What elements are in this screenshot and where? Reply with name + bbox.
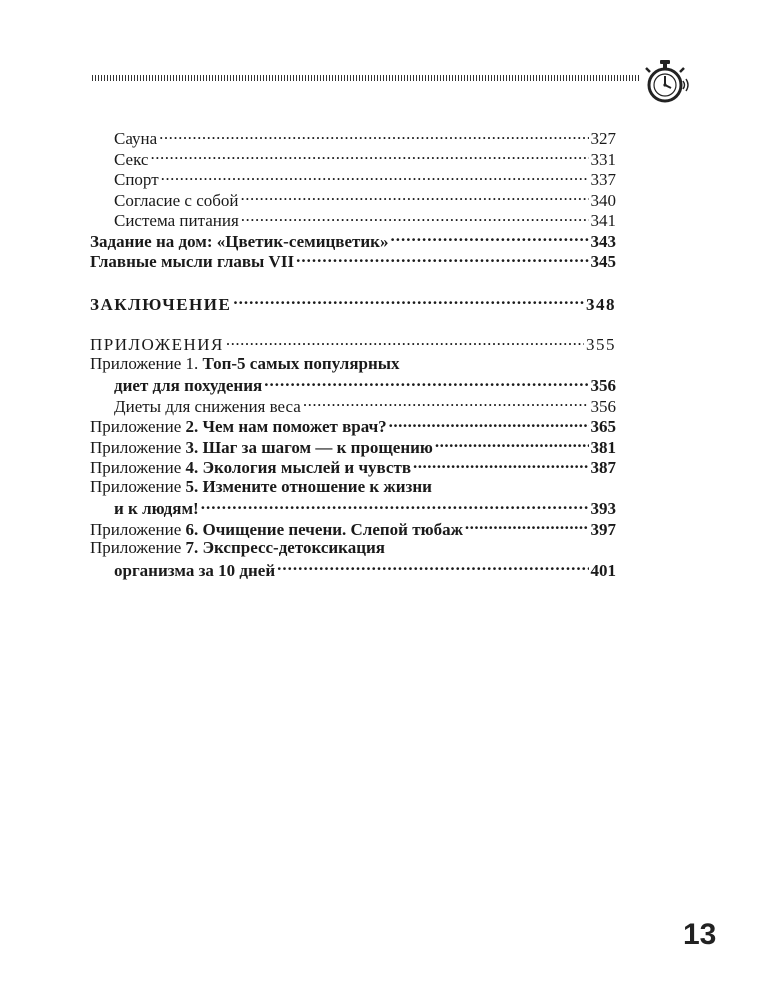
dot-leader <box>296 250 588 267</box>
dot-leader <box>465 518 589 535</box>
toc-entry-page: 327 <box>590 129 616 148</box>
appendix-title: Топ-5 самых популярных <box>202 353 400 373</box>
spacer <box>90 271 616 293</box>
toc-entry-page: 401 <box>590 560 616 580</box>
appendix-prefix: Приложение <box>90 538 186 557</box>
dot-leader <box>413 456 589 473</box>
toc-entry-appendix-4[interactable] <box>90 456 616 477</box>
header-dotted-rule <box>92 75 640 81</box>
appendix-prefix: Приложение <box>90 417 186 436</box>
dot-leader <box>226 333 584 350</box>
appendix-title: 5. Измените отношение к жизни <box>185 476 432 496</box>
toc-entry-label: ПРИЛОЖЕНИЯ <box>90 335 224 354</box>
appendix-title: 2. Чем нам поможет врач? <box>185 417 387 436</box>
toc-entry[interactable] <box>90 127 616 148</box>
toc-entry-appendix-1-line1[interactable] <box>90 354 616 375</box>
toc-entry-conclusion[interactable] <box>90 293 616 314</box>
table-of-contents <box>90 127 616 579</box>
appendix-prefix: Приложение <box>90 476 186 496</box>
toc-entry-page: 397 <box>590 519 616 539</box>
dot-leader <box>161 168 589 185</box>
toc-entry-page: 331 <box>590 149 616 169</box>
dot-leader <box>159 127 588 144</box>
toc-entry[interactable] <box>90 250 616 271</box>
toc-entry-appendix-5-line1[interactable] <box>90 477 616 498</box>
toc-entry-label: Сауна <box>114 129 158 148</box>
appendix-prefix: Приложение <box>90 437 186 457</box>
stopwatch-icon <box>641 58 689 106</box>
page-number: 13 <box>683 918 717 951</box>
toc-entry-page: 341 <box>590 211 616 230</box>
toc-entry-page: 343 <box>590 231 616 251</box>
dot-leader <box>233 293 584 310</box>
dot-leader <box>277 559 588 576</box>
dot-leader <box>303 395 589 412</box>
toc-entry-page: 356 <box>590 376 616 395</box>
appendix-title: 7. Экспресс-детоксикация <box>185 538 386 557</box>
toc-entry-page: 348 <box>586 294 616 314</box>
dot-leader <box>390 230 588 247</box>
toc-entry-page: 365 <box>590 417 616 436</box>
dot-leader <box>201 497 589 514</box>
toc-entry-page: 387 <box>590 458 616 477</box>
toc-entry-label: Диеты для снижения веса <box>114 396 301 416</box>
toc-entry-appendix-3[interactable] <box>90 436 616 457</box>
appendix-title: 3. Шаг за шагом — к прощению <box>185 437 433 457</box>
toc-entry-label: ЗАКЛЮЧЕНИЕ <box>90 294 232 314</box>
toc-entry-page: 356 <box>590 396 616 416</box>
appendix-title: 6. Очищение печени. Слепой тюбаж <box>185 519 463 539</box>
toc-entry-label <box>90 417 387 438</box>
toc-entry-label <box>90 438 433 459</box>
toc-entry-page: 340 <box>590 190 616 210</box>
appendix-prefix: Приложение <box>90 519 186 539</box>
toc-entry-appendix-2[interactable] <box>90 415 616 436</box>
toc-entry-label: Спорт <box>114 170 159 189</box>
toc-entry-label: Задание на дом: «Цветик-семицветик» <box>90 231 389 251</box>
spacer <box>90 313 616 333</box>
toc-entry-page: 381 <box>590 437 616 457</box>
toc-entry[interactable] <box>90 148 616 169</box>
toc-entry-page: 337 <box>590 170 616 189</box>
toc-entry-appendix-5-line2[interactable] <box>90 497 616 518</box>
appendix-prefix: Приложение 1. <box>90 353 203 373</box>
dot-leader <box>389 415 589 432</box>
toc-entry[interactable] <box>90 168 616 189</box>
toc-entry-label: диет для похудения <box>114 376 263 395</box>
toc-entry-appendices[interactable] <box>90 333 616 354</box>
toc-entry-label: Согласие с собой <box>114 190 239 210</box>
dot-leader <box>435 436 589 453</box>
toc-entry-appendix-1-line2[interactable] <box>90 374 616 395</box>
toc-entry-page: 345 <box>590 252 616 271</box>
toc-entry[interactable] <box>90 189 616 210</box>
appendix-title: 4. Экология мыслей и чувств <box>185 458 411 477</box>
toc-entry-label: и к людям! <box>114 499 199 518</box>
toc-entry-label <box>90 458 411 479</box>
toc-entry[interactable] <box>90 395 616 416</box>
dot-leader <box>241 209 589 226</box>
toc-entry[interactable] <box>90 230 616 251</box>
toc-entry-appendix-6[interactable] <box>90 518 616 539</box>
toc-entry-page: 355 <box>586 335 616 354</box>
toc-entry-label: Система питания <box>114 211 239 230</box>
toc-entry-appendix-7-line2[interactable] <box>90 559 616 580</box>
dot-leader <box>150 148 588 165</box>
dot-leader <box>241 189 589 206</box>
toc-entry-label <box>90 520 463 541</box>
toc-entry[interactable] <box>90 209 616 230</box>
toc-entry-label: организма за 10 дней <box>114 560 276 580</box>
dot-leader <box>264 374 588 391</box>
toc-entry-label: Главные мысли главы VII <box>90 252 295 271</box>
appendix-prefix: Приложение <box>90 458 186 477</box>
toc-entry-label: Секс <box>114 149 149 169</box>
toc-entry-appendix-7-line1[interactable] <box>90 538 616 559</box>
toc-entry-page: 393 <box>590 499 616 518</box>
